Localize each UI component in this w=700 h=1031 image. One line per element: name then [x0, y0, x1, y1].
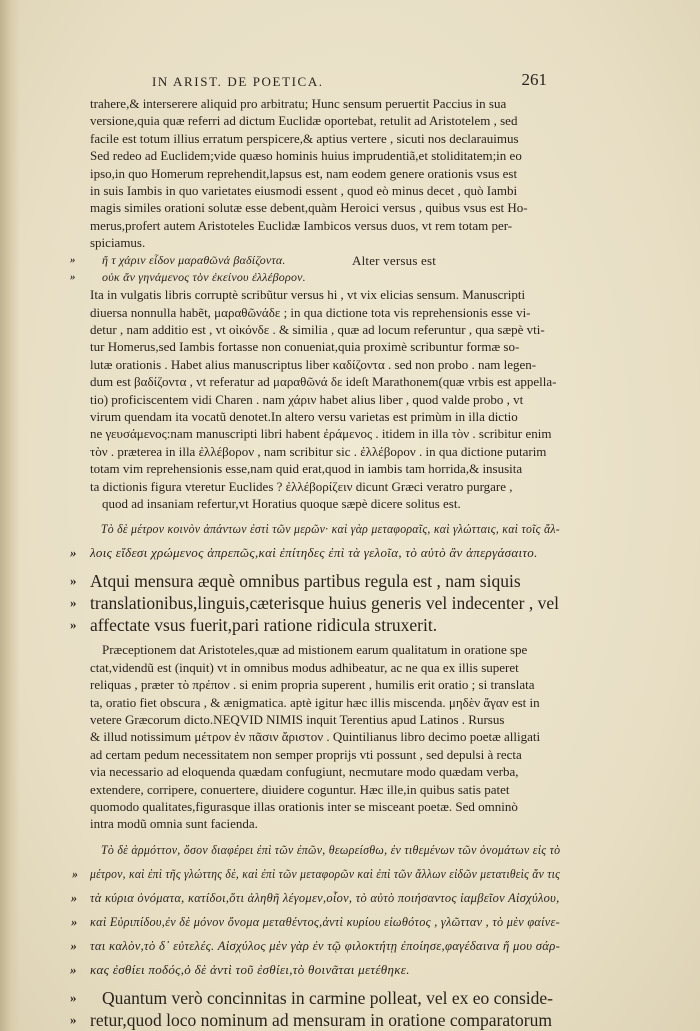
text-line: & illud notissimum μέτρον ἐν πᾶσιν ἄριστον . Quintilianus libro decimo poetæ alligati — [90, 729, 541, 745]
text-line: facile est totum illius erratum perspicere,& aptius vertere , sicuti nos declarauimus — [90, 130, 519, 146]
text-line: dum est βαδίζοντα , vt referatur ad μαραθῶνά δε ideſt Marathonem(quæ vrbis est appella- — [90, 374, 557, 390]
text-line: tio) proficiscentem vidi Charen . nam χάριν habet alius liber , quod valde probo , vt — [90, 391, 524, 407]
page-number: 261 — [521, 70, 547, 89]
text-line: Sed redeo ad Euclidem;vide quæso hominis huius imprudentiã,et stoliditatem;in eo — [90, 148, 522, 164]
greek-passage-line: » λοις εἴδεσι χρώμενος ἀπρεπῶς,καὶ ἐπίτηδες ἐπὶ τὰ γελοῖα, τὸ αὐτὸ ἂν ἀπεργάσαιτο. — [90, 541, 560, 565]
text-line: totam vim reprehensionis esse,nam quid erat,quod in iambis tam horrida,& insusita — [90, 461, 523, 477]
quotation-mark: » — [70, 961, 77, 977]
quotation-mark: » — [70, 253, 76, 266]
quotation-mark: » — [70, 889, 78, 905]
text-line: quod ad insaniam refertur,vt Horatius quoque sæpè dicere solitus est. — [102, 495, 461, 511]
text-line: vetere Græcorum dicto.NEQVID NIMIS inquit Terentius apud Latinos . Rursus — [90, 711, 505, 727]
quotation-mark: » — [70, 1011, 77, 1027]
running-header — [152, 70, 547, 96]
quotation-mark: » — [70, 617, 77, 633]
text-line: ta dictionis figura vteretur Euclides ? ἐλλέβορίζειν dicunt Græci veratro purgare , — [90, 478, 513, 494]
text-line: quomodo qualitates,figurasque illas orationis inter se misceant poetæ. Sed omninò — [90, 798, 518, 814]
text-line: Præceptionem dat Aristoteles,quæ ad mistionem earum qualitatum in oratione spe — [102, 642, 528, 658]
text-line: intra modũ omnia sunt facienda. — [90, 816, 258, 832]
text-line: ne γευσάμενος:nam manuscripti libri habent ἐράμενος . itidem in illa τὸν . scribitur enim — [90, 426, 552, 442]
text-line: τὸν . præterea in illa ἐλλέβορον , nam scribitur sic . ἐλλέβορον . in qua dictione putarim — [90, 443, 547, 459]
greek-verse-line — [70, 269, 560, 286]
translation-line: » retur,quod loco nominum ad mensuram in oratione comparatorum — [70, 1009, 552, 1030]
main-text — [70, 95, 561, 1031]
text-line: magis similes orationi solutæ esse debent,quàm Heroici versus , quibus vsus est Ho- — [90, 200, 528, 216]
quotation-mark: » — [70, 270, 76, 283]
text-line: spiciamus. — [90, 235, 146, 251]
text-line: ad certam pedum necessitatem non semper proprijs vti possunt , sed depulsi à recta — [90, 746, 522, 762]
text-line: reliquas , præter τὸ πρέπον . si enim propria superent , humilis erit oratio ; si translata — [90, 677, 535, 693]
text-line: Ita in vulgatis libris corruptè scribũtur versus hi , vt vix elicias sensum. Manuscripti — [90, 287, 526, 303]
text-line: trahere,& interserere aliquid pro arbitratu; Hunc sensum peruertit Paccius in sua — [90, 96, 507, 111]
text-line: ctat,videndũ est (inquit) vt in omnibus modus adhibeatur, ac ne qua ex illis superet — [90, 659, 519, 675]
greek-verse-line — [70, 252, 560, 269]
quotation-mark: » — [72, 865, 79, 881]
verse-note: Alter versus est — [352, 252, 437, 268]
translation-line: » Atqui mensura æquè omnibus partibus regula est , nam siquis — [70, 571, 521, 592]
running-title: IN ARIST. DE POETICA. — [152, 74, 324, 89]
greek-passage-line: » καὶ Εὐριπίδου,ἐν δὲ μόνον ὄνομα μεταθέντος,ἀντὶ κυρίου εἰωθότος , γλῶτταν , τὸ μὲν φαίνε- — [90, 910, 533, 934]
translation-line: » affectate vsus fuerit,pari ratione ridicula struxerit. — [70, 615, 438, 636]
text-line: merus,profert autem Aristoteles Euclidæ Iambicos versus duos, vt rem totam per- — [90, 217, 513, 233]
greek-verse-2: οὐκ ἄν γηνάμενος τὸν ἐκείνου ἐλλέβορον. — [102, 269, 306, 284]
greek-passage-line: » τὰ κύρια ὀνόματα, κατίδοι,ὅτι ἀληθῆ λέγομεν,οἷον, τὸ αὐτὸ ποιήσαντος ἰαμβεῖον Αἰσχύλου, — [90, 886, 540, 910]
quotation-mark: » — [70, 937, 78, 953]
translation-line: » translationibus,linguis,cæterisque huius generis vel indecenter , vel — [70, 593, 559, 614]
text-line: ta, oratio fiet obscura , & ænigmatica. aptè igitur hæc illis miscenda. μηδὲν ἄγαν est in — [90, 694, 540, 710]
quotation-mark: » — [71, 913, 78, 929]
text-line: ipso,in quo Homerum reprehendit,lapsus est, nam eodem genere orationis vsus est — [90, 165, 518, 181]
quotation-mark: » — [70, 595, 77, 611]
page-gutter-shadow — [0, 0, 20, 1031]
greek-passage-line: » ται καλὸν,τὸ δ᾽ εὐτελές. Αἰσχύλος μὲν γὰρ ἐν τῷ φιλοκτήτῃ ἐποίησε,φαγέδαινα ἥ μου σάρ- — [90, 934, 547, 958]
text-line: extendere, corripere, conuertere, diuidere coguntur. Hæc ille,in quibus satis patet — [90, 781, 510, 797]
greek-passage-line: Τὸ δὲ ἁρμόττον, ὅσον διαφέρει ἐπὶ τῶν ἐπῶν, θεωρείσθω, ἐν τιθεμένων τῶν ὀνομάτων εἰς τὸ — [100, 841, 561, 857]
quotation-mark: » — [70, 989, 77, 1005]
text-line: in suis Iambis in quo varietates eiusmodi essent , quod eò minus decet , quò Iambi — [90, 182, 518, 198]
greek-passage-line: » κας ἐσθίει ποδός,ὁ δὲ ἀντὶ τοῦ ἐσθίει,τὸ θοινᾶται μετέθηκε. — [90, 958, 560, 982]
text-line: detur , nam additio est , vt οἰκόνδε . & similia , quæ ad locum referuntur , qua sæpè vti- — [90, 322, 545, 338]
greek-passage-line: » μέτρον, καὶ ἐπὶ τῆς γλώττης δὲ, καὶ ἐπὶ τῶν μεταφορῶν καὶ ἐπὶ τῶν ἄλλων εἰδῶν μετατιθεὶς ἄν τις — [90, 862, 509, 886]
text-line: tur Homerus,sed Iambis fortasse non conueniat,quia proximè scribuntur formæ so- — [90, 339, 520, 355]
greek-verse-1: ἤ τ χάριν εἶδον μαραθῶνά βαδίζοντα. — [102, 252, 286, 267]
text-line: versione,quia quæ referri ad dictum Euclidæ oportebat, retulit ad Aristotelem , sed — [90, 113, 518, 129]
text-line: diuersa nonnulla habẽt, μαραθῶνάδε ; in qua dictione tota vis reprehensionis esse vi- — [90, 304, 531, 320]
quotation-mark: » — [70, 573, 77, 589]
translation-line: » Quantum verò concinnitas in carmine polleat, vel ex eo conside- — [70, 987, 553, 1008]
greek-passage-line: Τὸ δὲ μέτρον κοινὸν ἁπάντων ἐστὶ τῶν μερῶν· καὶ γὰρ μεταφοραῖς, καὶ γλώτταις, καὶ τοῖς ἄλ- — [100, 521, 560, 537]
text-line: via necessario ad eloquenda quædam confugiunt, necmutare modo quædam verba, — [90, 764, 519, 780]
text-line: virum quendam ita vocatũ denotet.In altero versu varietas est primùm in illa dictio — [90, 409, 518, 425]
text-line: lutæ orationis . Habet alius manuscriptus liber καδίζοντα . sed non probo . nam legen- — [90, 356, 537, 372]
quotation-mark: » — [70, 545, 77, 561]
